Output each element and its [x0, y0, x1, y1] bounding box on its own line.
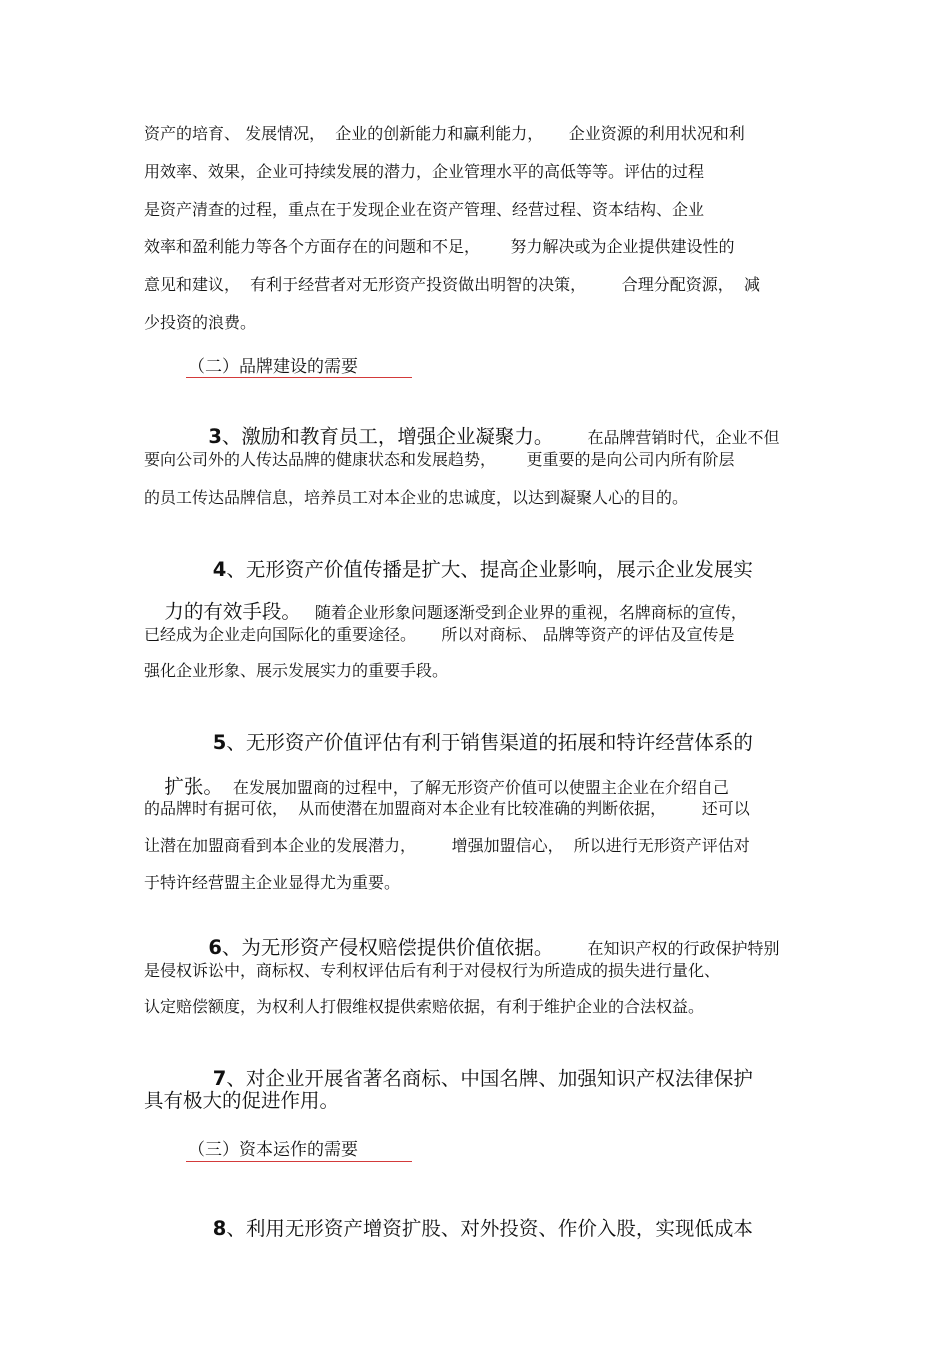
section-heading: （二）品牌建设的需要 — [188, 357, 358, 377]
item-number: 3 — [208, 425, 222, 448]
text-line: 在发展加盟商的过程中，了解无形资产价值可以使盟主企业在介绍自己 — [232, 778, 729, 797]
text-line: 于特许经营盟主企业显得尤为重要。 — [144, 873, 401, 892]
item-title: 、激励和教育员工，增强企业凝聚力。 — [221, 425, 554, 448]
item-number: 6 — [208, 936, 222, 959]
heading-underline — [186, 1161, 412, 1162]
item-title: 、对企业开展省著名商标、中国名牌、加强知识产权法律保护 — [226, 1067, 753, 1090]
item-title: 力的有效手段。 — [164, 600, 301, 623]
text-line: 的员工传达品牌信息，培养员工对本企业的忠诚度，以达到凝聚人心的目的。 — [144, 488, 689, 507]
text-line: 在品牌营销时代，企业不但 — [587, 428, 780, 447]
item-heading-line — [188, 1190, 753, 1268]
text-line: 效率和盈利能力等各个方面存在的问题和不足， 努力解决或为企业提供建设性的 — [144, 237, 735, 256]
section-heading: （三）资本运作的需要 — [188, 1140, 358, 1160]
text-line: 少投资的浪费。 — [144, 313, 257, 332]
text-line: 的品牌时有据可依， 从而使潜在加盟商对本企业有比较准确的判断依据， 还可以 — [144, 799, 750, 818]
text-line: 认定赔偿额度，为权利人打假维权提供索赔依据，有利于维护企业的合法权益。 — [144, 997, 705, 1016]
text-line: 是侵权诉讼中，商标权、专利权评估后有利于对侵权行为所造成的损失进行量化、 — [144, 961, 721, 980]
item-title: 扩张。 — [164, 775, 223, 798]
item-heading-line: 具有极大的促进作用。 — [144, 1089, 340, 1112]
text-line: 是资产清查的过程，重点在于发现企业在资产管理、经营过程、资本结构、企业 — [144, 200, 705, 219]
item-title: 、为无形资产侵权赔偿提供价值依据。 — [221, 936, 554, 959]
item-title: 、无形资产价值评估有利于销售渠道的拓展和特许经营体系的 — [226, 731, 753, 754]
item-number: 4 — [212, 558, 227, 581]
text-line: 随着企业形象问题逐渐受到企业界的重视，名牌商标的宣传， — [314, 603, 747, 622]
text-line: 要向公司外的人传达品牌的健康状态和发展趋势， 更重要的是向公司内所有阶层 — [144, 450, 735, 469]
text-line: 在知识产权的行政保护特别 — [587, 939, 780, 958]
item-number: 8 — [212, 1217, 227, 1240]
item-title: 、利用无形资产增资扩股、对外投资、作价入股，实现低成本 — [226, 1217, 753, 1240]
item-title: 、无形资产价值传播是扩大、提高企业影响，展示企业发展实 — [226, 558, 753, 581]
text-line: 意见和建议， 有利于经营者对无形资产投资做出明智的决策， 合理分配资源， 减 — [144, 275, 760, 294]
text-line: 强化企业形象、展示发展实力的重要手段。 — [144, 661, 449, 680]
item-number: 7 — [212, 1067, 227, 1090]
text-line: 已经成为企业走向国际化的重要途径。 所以对商标、 品牌等资产的评估及宣传是 — [144, 625, 735, 644]
heading-underline — [186, 377, 412, 378]
text-line: 让潜在加盟商看到本企业的发展潜力， 增强加盟信心， 所以进行无形资产评估对 — [144, 836, 750, 855]
item-number: 5 — [212, 731, 227, 754]
text-line: 用效率、效果，企业可持续发展的潜力，企业管理水平的高低等等。评估的过程 — [144, 162, 705, 181]
text-line: 资产的培育、 发展情况， 企业的创新能力和赢利能力， 企业资源的利用状况和利 — [144, 124, 745, 143]
